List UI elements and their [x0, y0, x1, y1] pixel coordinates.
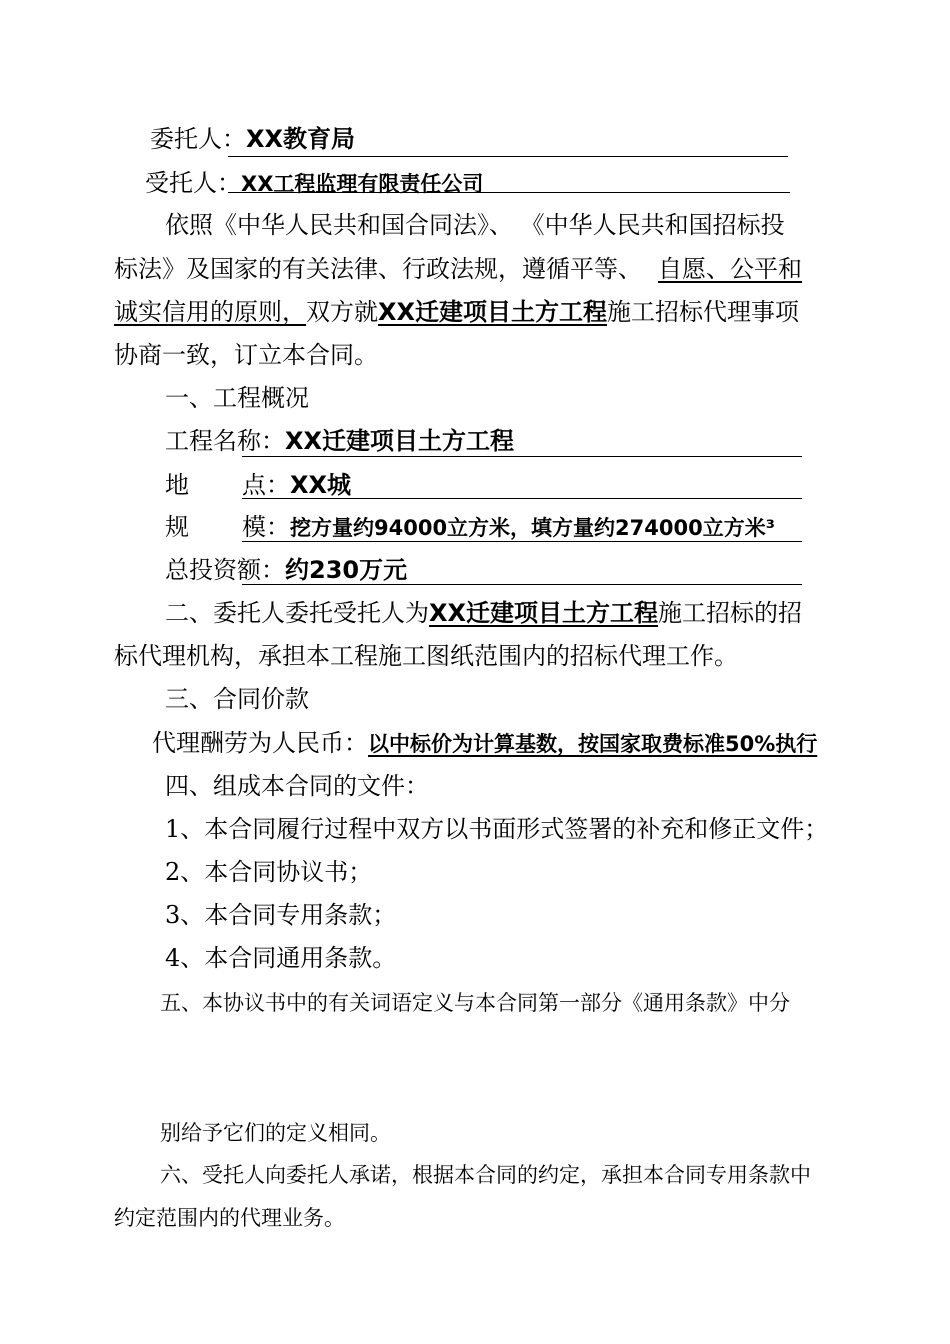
section5-line-1: 五、本协议书中的有关词语定义与本合同第一部分《通用条款》中分	[160, 991, 790, 1015]
intro-line-4: 协商一致，订立本合同。	[114, 341, 378, 369]
intro-line-1: 依照《中华人民共和国合同法》、 《中华人民共和国招标投	[165, 211, 785, 239]
section6-line-2: 约定范围内的代理业务。	[114, 1206, 345, 1230]
section2-project-name: XX迁建项目土方工程	[429, 599, 659, 627]
section3-heading: 三、合同价款	[165, 685, 309, 713]
agent-row	[145, 168, 483, 199]
intro-project-name: XX迁建项目土方工程	[378, 298, 608, 326]
document-item-2: 2、本合同协议书；	[165, 858, 373, 886]
intro-matter-text: 施工招标代理事项	[607, 298, 800, 326]
intro-line-3	[114, 297, 799, 327]
investment-row	[165, 555, 407, 585]
section5-line-2: 别给予它们的定义相同。	[160, 1121, 391, 1145]
document-item-1: 1、本合同履行过程中双方以书面形式签署的补充和修正文件；	[165, 815, 829, 843]
client-name: XX教育局	[246, 125, 356, 153]
location-underline	[242, 498, 802, 499]
project-name-value: XX迁建项目土方工程	[285, 427, 515, 455]
scale-underline	[242, 541, 802, 542]
document-item-4: 4、本合同通用条款。	[165, 944, 397, 972]
scale-row	[165, 512, 189, 542]
fee-value: 以中标价为计算基数，按国家取费标准50%执行	[368, 732, 818, 756]
client-label: 委托人：	[150, 125, 246, 153]
agent-label: 受托人：	[145, 169, 241, 197]
fee-row	[152, 728, 817, 759]
project-name-underline	[242, 456, 802, 457]
intro-principle-part1: 自愿、公平和	[658, 255, 802, 283]
location-value: XX城	[290, 471, 352, 499]
scale-value: 挖方量约94000立方米，填方量约274000立方米³	[290, 516, 775, 540]
section1-heading: 一、工程概况	[165, 384, 309, 412]
fee-label: 代理酬劳为人民币：	[152, 729, 368, 757]
investment-underline	[242, 584, 802, 585]
scale-row-value	[242, 512, 775, 543]
investment-value: 约230万元	[285, 556, 408, 584]
location-row	[165, 470, 189, 500]
intro-line-2-text: 标法》及国家的有关法律、行政法规，遵循平等、	[114, 255, 642, 283]
location-label-1: 地	[165, 471, 189, 499]
scale-label-1: 规	[165, 513, 189, 541]
section2-text-c: 施工招标的招	[658, 599, 803, 627]
intro-line-2	[114, 254, 802, 284]
client-row	[150, 124, 355, 154]
project-name-label: 工程名称：	[165, 427, 285, 455]
investment-label: 总投资额：	[165, 556, 285, 584]
scale-label-2: 模：	[242, 513, 290, 541]
client-underline	[228, 156, 788, 157]
location-label-2: 点：	[242, 471, 290, 499]
agent-underline	[228, 192, 790, 193]
section2-line-1	[165, 598, 802, 628]
location-row-value	[242, 470, 351, 500]
section2-line-2: 标代理机构，承担本工程施工图纸范围内的招标代理工作。	[114, 642, 738, 670]
project-name-row	[165, 426, 514, 456]
section6-line-1: 六、受托人向委托人承诺，根据本合同的约定，承担本合同专用条款中	[160, 1163, 811, 1187]
agent-name: XX工程监理有限责任公司	[241, 172, 484, 196]
intro-parties-text: 双方就	[306, 298, 378, 326]
section2-text-a: 二、委托人委托受托人为	[165, 599, 429, 627]
intro-principle-part2: 诚实信用的原则，	[114, 298, 306, 326]
section4-heading: 四、组成本合同的文件：	[165, 772, 429, 800]
document-item-3: 3、本合同专用条款；	[165, 901, 397, 929]
